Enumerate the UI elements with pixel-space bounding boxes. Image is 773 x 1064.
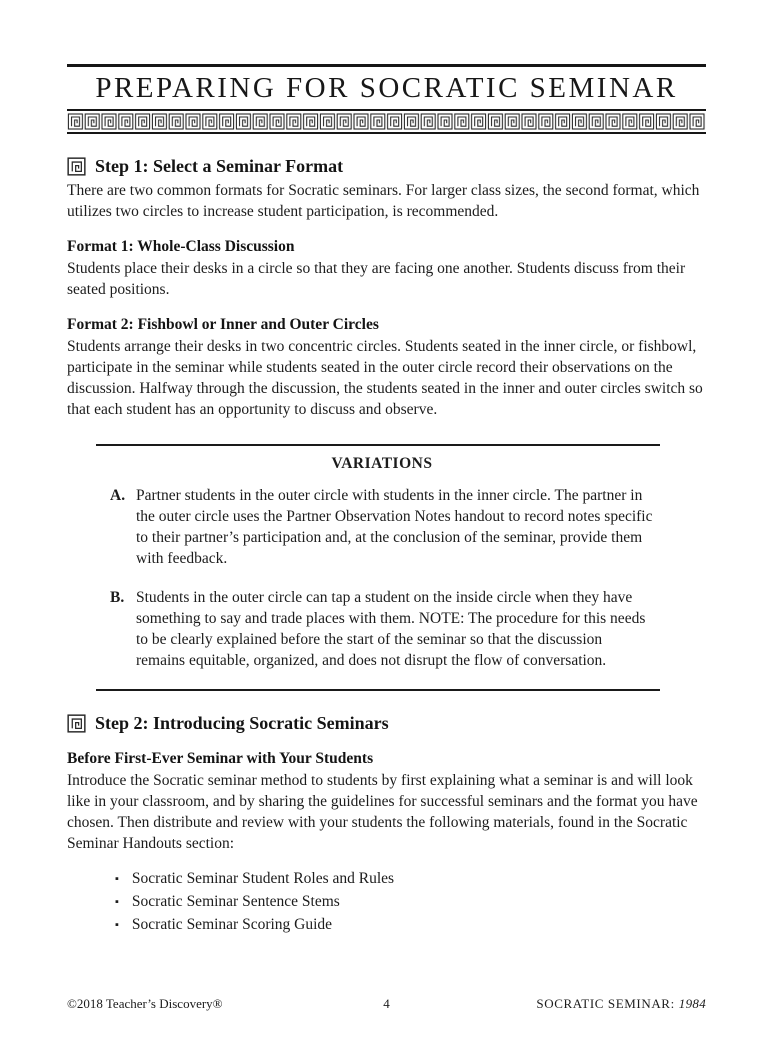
variation-item-b	[110, 587, 654, 671]
format1-heading: Format 1: Whole-Class Discussion	[67, 238, 295, 255]
step2-body: Introduce the Socratic seminar method to students by first explaining what a seminar is and will look like in your classroom, and by sharing the guidelines for successful seminars and the format you have chosen. Then distribute and review with your students the following materials, found in the Socratic Seminar Handouts section:	[67, 772, 698, 852]
greek-key-icon	[67, 714, 86, 733]
step1-heading	[67, 156, 706, 177]
footer-book-label: SOCRATIC SEMINAR:	[536, 996, 675, 1011]
step2-section	[67, 713, 706, 937]
bullet-icon: ▪	[115, 896, 119, 908]
variations-heading: VARIATIONS	[331, 455, 433, 472]
step1-section	[67, 156, 706, 420]
page-title: PREPARING FOR SOCRATIC SEMINAR	[95, 72, 678, 104]
list-item	[115, 914, 706, 937]
footer-book-title	[536, 996, 706, 1012]
bullet-icon: ▪	[115, 919, 119, 931]
footer-book-name: 1984	[678, 996, 706, 1011]
format2-body: Students arrange their desks in two concentric circles. Students seated in the inner circle, or fishbowl, participate in the seminar while students seated in the outer circle record their observations on the discussion. Halfway through the discussion, the students seated in the inner and outer circles switch so that each student has an opportunity to discuss and observe.	[67, 338, 703, 418]
variation-b-label: B.	[110, 589, 125, 606]
title-block	[67, 64, 706, 134]
step1-heading-text: Step 1: Select a Seminar Format	[95, 156, 344, 176]
format2-heading: Format 2: Fishbowl or Inner and Outer Circles	[67, 316, 379, 333]
greek-key-icon	[67, 157, 86, 176]
variations-box	[96, 444, 660, 691]
bullet-icon: ▪	[115, 873, 119, 885]
page-footer	[67, 996, 706, 1012]
page-number: 4	[383, 996, 390, 1011]
handout-title: Socratic Seminar Student Roles and Rules	[131, 870, 395, 887]
variation-b-text: Students in the outer circle can tap a student on the inside circle when they have something to say and trade places with them. NOTE: The procedure for this needs to be clearly explained before the start of the seminar so that the discussion remains equitable, organized, and does not disrupt the flow of conversation.	[136, 589, 646, 669]
list-item	[115, 868, 706, 891]
greek-key-border-pattern	[67, 112, 706, 131]
step2-heading-text: Step 2: Introducing Socratic Seminars	[95, 713, 389, 733]
variation-a-text: Partner students in the outer circle with students in the inner circle. The partner in the outer circle uses the Partner Observation Notes handout to record notes specific to their partner’s participation and, at the conclusion of the seminar, provide them with feedback.	[136, 487, 653, 567]
title-top-rule	[67, 64, 706, 67]
handouts-list	[67, 868, 706, 937]
greek-key-border	[67, 109, 706, 134]
list-item	[115, 891, 706, 914]
handout-title: Socratic Seminar Sentence Stems	[131, 893, 340, 910]
document-page	[0, 64, 773, 937]
handout-title: Socratic Seminar Scoring Guide	[131, 916, 333, 933]
step1-intro: There are two common formats for Socratic seminars. For larger class sizes, the second format, which utilizes two circles to increase student participation, is recommended.	[67, 182, 700, 220]
step2-heading	[67, 713, 706, 734]
variation-a-label: A.	[110, 487, 126, 504]
before-seminar-heading: Before First-Ever Seminar with Your Students	[67, 750, 374, 767]
format1-body: Students place their desks in a circle so that they are facing one another. Students discuss from their seated positions.	[67, 260, 686, 298]
variation-item-a	[110, 485, 654, 569]
footer-copyright: ©2018 Teacher’s Discovery®	[67, 996, 223, 1011]
